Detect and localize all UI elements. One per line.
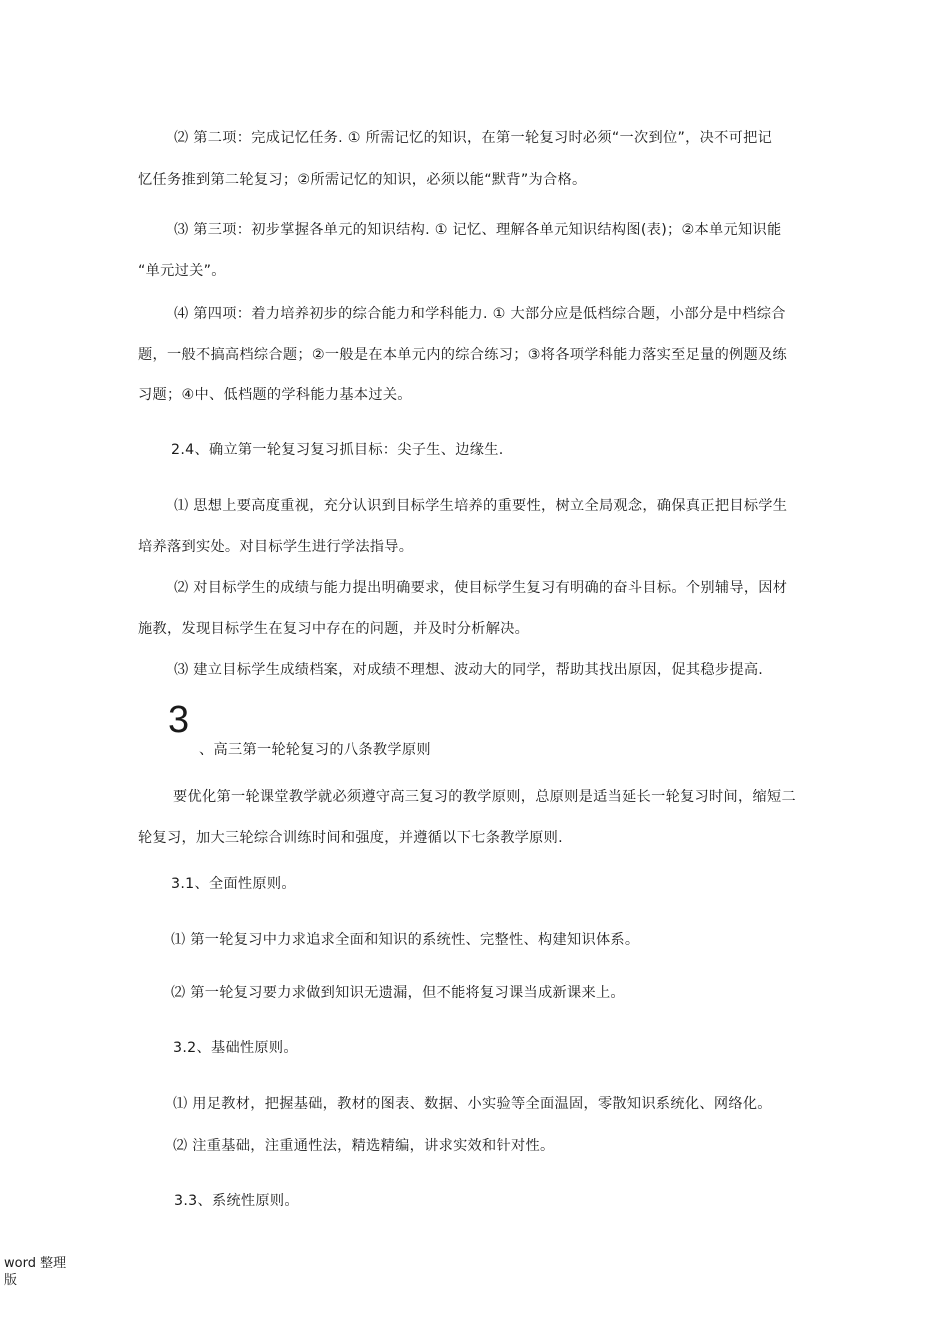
paragraph-line: ⑵ 注重基础，注重通性法，精选精编，讲求实效和针对性。	[173, 1138, 555, 1154]
paragraph-line: ⑵ 对目标学生的成绩与能力提出明确要求，使目标学生复习有明确的奋斗目标。个别辅导，因材	[174, 580, 788, 596]
paragraph-line: 轮复习，加大三轮综合训练时间和强度，并遵循以下七条教学原则.	[138, 830, 563, 846]
section-heading: 3.2、基础性原则。	[173, 1040, 298, 1056]
chapter-number: 3	[168, 699, 190, 741]
paragraph-line: ⑶ 第三项：初步掌握各单元的知识结构. ① 记忆、理解各单元知识结构图(表)；②本单元知识能	[174, 222, 782, 238]
paragraph-line: 忆任务推到第二轮复习；②所需记忆的知识，必须以能“默背”为合格。	[138, 172, 587, 188]
paragraph-line: ⑴ 第一轮复习中力求追求全面和知识的系统性、完整性、构建知识体系。	[171, 932, 640, 948]
section-heading: 3.3、系统性原则。	[174, 1193, 299, 1209]
section-heading: 2.4、确立第一轮复习复习抓目标：尖子生、边缘生.	[171, 442, 504, 458]
paragraph-line: 题，一般不搞高档综合题；②一般是在本单元内的综合练习；③将各项学科能力落实至足量的例题及练	[138, 347, 788, 363]
paragraph-line: ⑴ 用足教材，把握基础，教材的图表、数据、小实验等全面温固，零散知识系统化、网络化。	[173, 1096, 772, 1112]
paragraph-line: ⑵ 第二项：完成记忆任务. ① 所需记忆的知识，在第一轮复习时必须“一次到位”，决不可把记	[174, 130, 773, 146]
paragraph-line: 要优化第一轮课堂教学就必须遵守高三复习的教学原则，总原则是适当延长一轮复习时间，缩短二	[173, 789, 796, 805]
paragraph-line: ⑴ 思想上要高度重视，充分认识到目标学生培养的重要性，树立全局观念，确保真正把目标学生	[174, 498, 788, 514]
section-heading: 3.1、全面性原则。	[171, 876, 296, 892]
paragraph-line: 施教，发现目标学生在复习中存在的问题，并及时分析解决。	[138, 621, 530, 637]
footer-watermark	[4, 1255, 66, 1289]
paragraph-line: “单元过关”。	[138, 263, 226, 279]
paragraph-line: ⑶ 建立目标学生成绩档案，对成绩不理想、波动大的同学，帮助其找出原因，促其稳步提高.	[174, 662, 764, 678]
paragraph-line: 培养落到实处。对目标学生进行学法指导。	[138, 539, 414, 555]
paragraph-line: 习题；④中、低档题的学科能力基本过关。	[138, 387, 412, 403]
paragraph-line: ⑷ 第四项：着力培养初步的综合能力和学科能力. ① 大部分应是低档综合题，小部分是中档综合	[174, 306, 786, 322]
footer-line: word 整理	[4, 1256, 67, 1271]
footer-line: 版	[4, 1273, 18, 1288]
paragraph-line: ⑵ 第一轮复习要力求做到知识无遗漏，但不能将复习课当成新课来上。	[171, 985, 625, 1001]
chapter-title: 、高三第一轮轮复习的八条教学原则	[199, 742, 431, 758]
